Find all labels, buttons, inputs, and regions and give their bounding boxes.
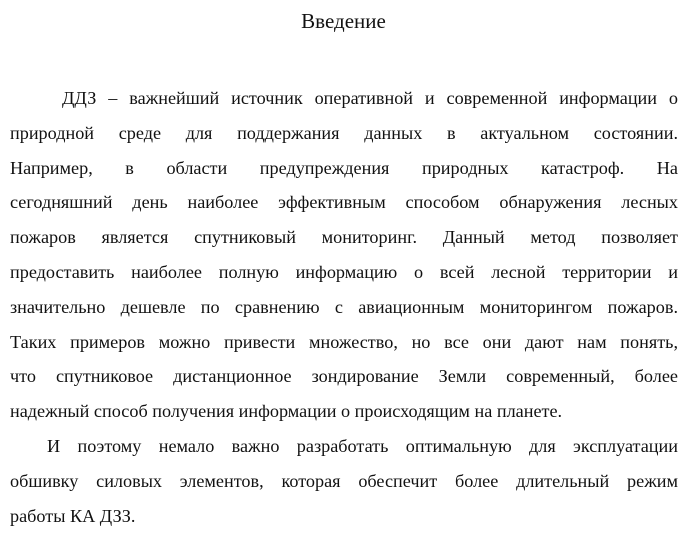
paragraph-1-line: надежный способ получения информации о происходящим на планете.	[10, 401, 563, 422]
paragraph-1-line: природной среде для поддержания данных в актуальном состоянии.	[10, 122, 678, 143]
paragraph-1-line: пожаров является спутниковый мониторинг. Данный метод позволяет	[10, 227, 678, 248]
paragraph-1-line: сегодняшний день наиболее эффективным способом обнаружения лесных	[10, 192, 678, 213]
paragraph-1-line: что спутниковое дистанционное зондирование Земли современный, более	[10, 366, 678, 387]
page-title: Введение	[301, 9, 386, 33]
paragraph-2-line: И поэтому немало важно разработать оптимальную для эксплуатации	[47, 435, 678, 456]
paragraph-1-line: предоставить наиболее полную информацию о всей лесной территории и	[10, 261, 678, 282]
document-body	[10, 81, 678, 533]
paragraph-1	[10, 81, 678, 429]
paragraph-1-line: Например, в области предупреждения природных катастроф. На	[10, 157, 678, 178]
paragraph-1-line: ДДЗ – важнейший источник оперативной и современной информации о	[62, 88, 678, 108]
paragraph-2-line: работы КА ДЗЗ.	[10, 505, 136, 526]
paragraph-1-line: Таких примеров можно привести множество, но все они дают нам понять,	[10, 331, 678, 352]
paragraph-2	[10, 429, 678, 533]
paragraph-2-line: обшивку силовых элементов, которая обеспечит более длительный режим	[10, 470, 678, 491]
paragraph-1-line: значительно дешевле по сравнению с авиационным мониторингом пожаров.	[10, 296, 678, 317]
